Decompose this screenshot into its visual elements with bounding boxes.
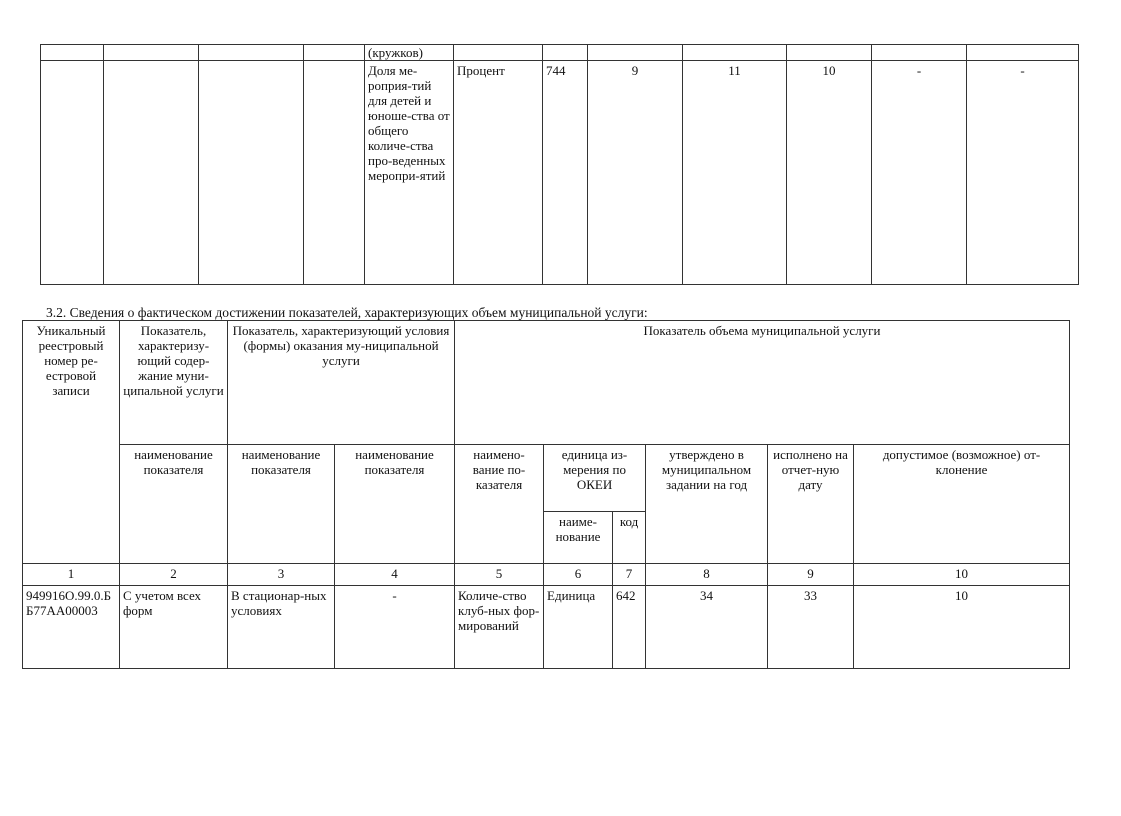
cell xyxy=(872,45,967,61)
header-unit-code: код xyxy=(613,512,646,564)
column-number: 1 xyxy=(23,564,120,586)
cell xyxy=(454,45,543,61)
unit-name-value: Единица xyxy=(544,586,613,669)
header-content-indicator: Показатель, характеризу-ющий содер-жание муни-ципальной услуги xyxy=(120,321,228,445)
column-number: 5 xyxy=(455,564,544,586)
section-title: 3.2. Сведения о фактическом достижении показателей, характеризующих объем муниципальной услуги: xyxy=(46,305,648,320)
cell xyxy=(683,45,787,61)
column-number: 6 xyxy=(544,564,613,586)
cell xyxy=(199,61,304,285)
executed-value: 33 xyxy=(768,586,854,669)
header-name-condition-2: наименование показателя xyxy=(335,445,455,564)
executed-value: 11 xyxy=(683,61,787,285)
indicator-value: Количе-ство клуб-ных фор-мирований xyxy=(455,586,544,669)
approved-value: 9 xyxy=(588,61,683,285)
header-unit-name: наиме-нование xyxy=(544,512,613,564)
header-registry-number: Уникальный реестровый номер ре-естровой записи xyxy=(23,321,120,564)
header-executed: исполнено на отчет-ную дату xyxy=(768,445,854,564)
deviation-value: 10 xyxy=(854,586,1070,669)
column-number: 9 xyxy=(768,564,854,586)
cell xyxy=(104,61,199,285)
deviation-allowed-value: 10 xyxy=(787,61,872,285)
cell xyxy=(588,45,683,61)
table-row xyxy=(23,586,1070,669)
prev-header-cell: (кружков) xyxy=(365,45,454,61)
column-number: 4 xyxy=(335,564,455,586)
header-conditions-indicator: Показатель, характеризующий условия (формы) оказания му-ниципальной услуги xyxy=(228,321,455,445)
cell xyxy=(41,45,104,61)
volume-indicators-table xyxy=(22,320,1070,669)
cell xyxy=(304,45,365,61)
column-numbers-row xyxy=(23,564,1070,586)
condition-2-value: - xyxy=(335,586,455,669)
column-number: 3 xyxy=(228,564,335,586)
header-deviation: допустимое (возможное) от-клонение xyxy=(854,445,1070,564)
condition-1-value: В стационар-ных условиях xyxy=(228,586,335,669)
cell xyxy=(543,45,588,61)
column-number: 8 xyxy=(646,564,768,586)
column-number: 7 xyxy=(613,564,646,586)
deviation-over-value: - xyxy=(872,61,967,285)
table-row xyxy=(41,61,1079,285)
prev-indicators-table xyxy=(40,44,1079,285)
header-unit-okei: единица из-мерения по ОКЕИ xyxy=(544,445,646,512)
content-value: С учетом всех форм xyxy=(120,586,228,669)
unit-name: Процент xyxy=(454,61,543,285)
cell xyxy=(304,61,365,285)
column-number: 2 xyxy=(120,564,228,586)
header-approved: утверждено в муниципальном задании на год xyxy=(646,445,768,564)
indicator-name: Доля ме-роприя-тий для детей и юноше-ства от общего количе-ства про-веденных меропри-ятий xyxy=(365,61,454,285)
header-name-content: наименование показателя xyxy=(120,445,228,564)
unit-code-value: 642 xyxy=(613,586,646,669)
unit-code: 744 xyxy=(543,61,588,285)
cell xyxy=(787,45,872,61)
registry-number: 949916О.99.0.ББ77АА00003 xyxy=(23,586,120,669)
reason-value: - xyxy=(967,61,1079,285)
header-volume-indicator: Показатель объема муниципальной услуги xyxy=(455,321,1070,445)
cell xyxy=(199,45,304,61)
cell xyxy=(967,45,1079,61)
cell xyxy=(104,45,199,61)
cell xyxy=(41,61,104,285)
approved-value: 34 xyxy=(646,586,768,669)
header-name-condition-1: наименование показателя xyxy=(228,445,335,564)
header-indicator-name: наимено-вание по-казателя xyxy=(455,445,544,564)
column-number: 10 xyxy=(854,564,1070,586)
